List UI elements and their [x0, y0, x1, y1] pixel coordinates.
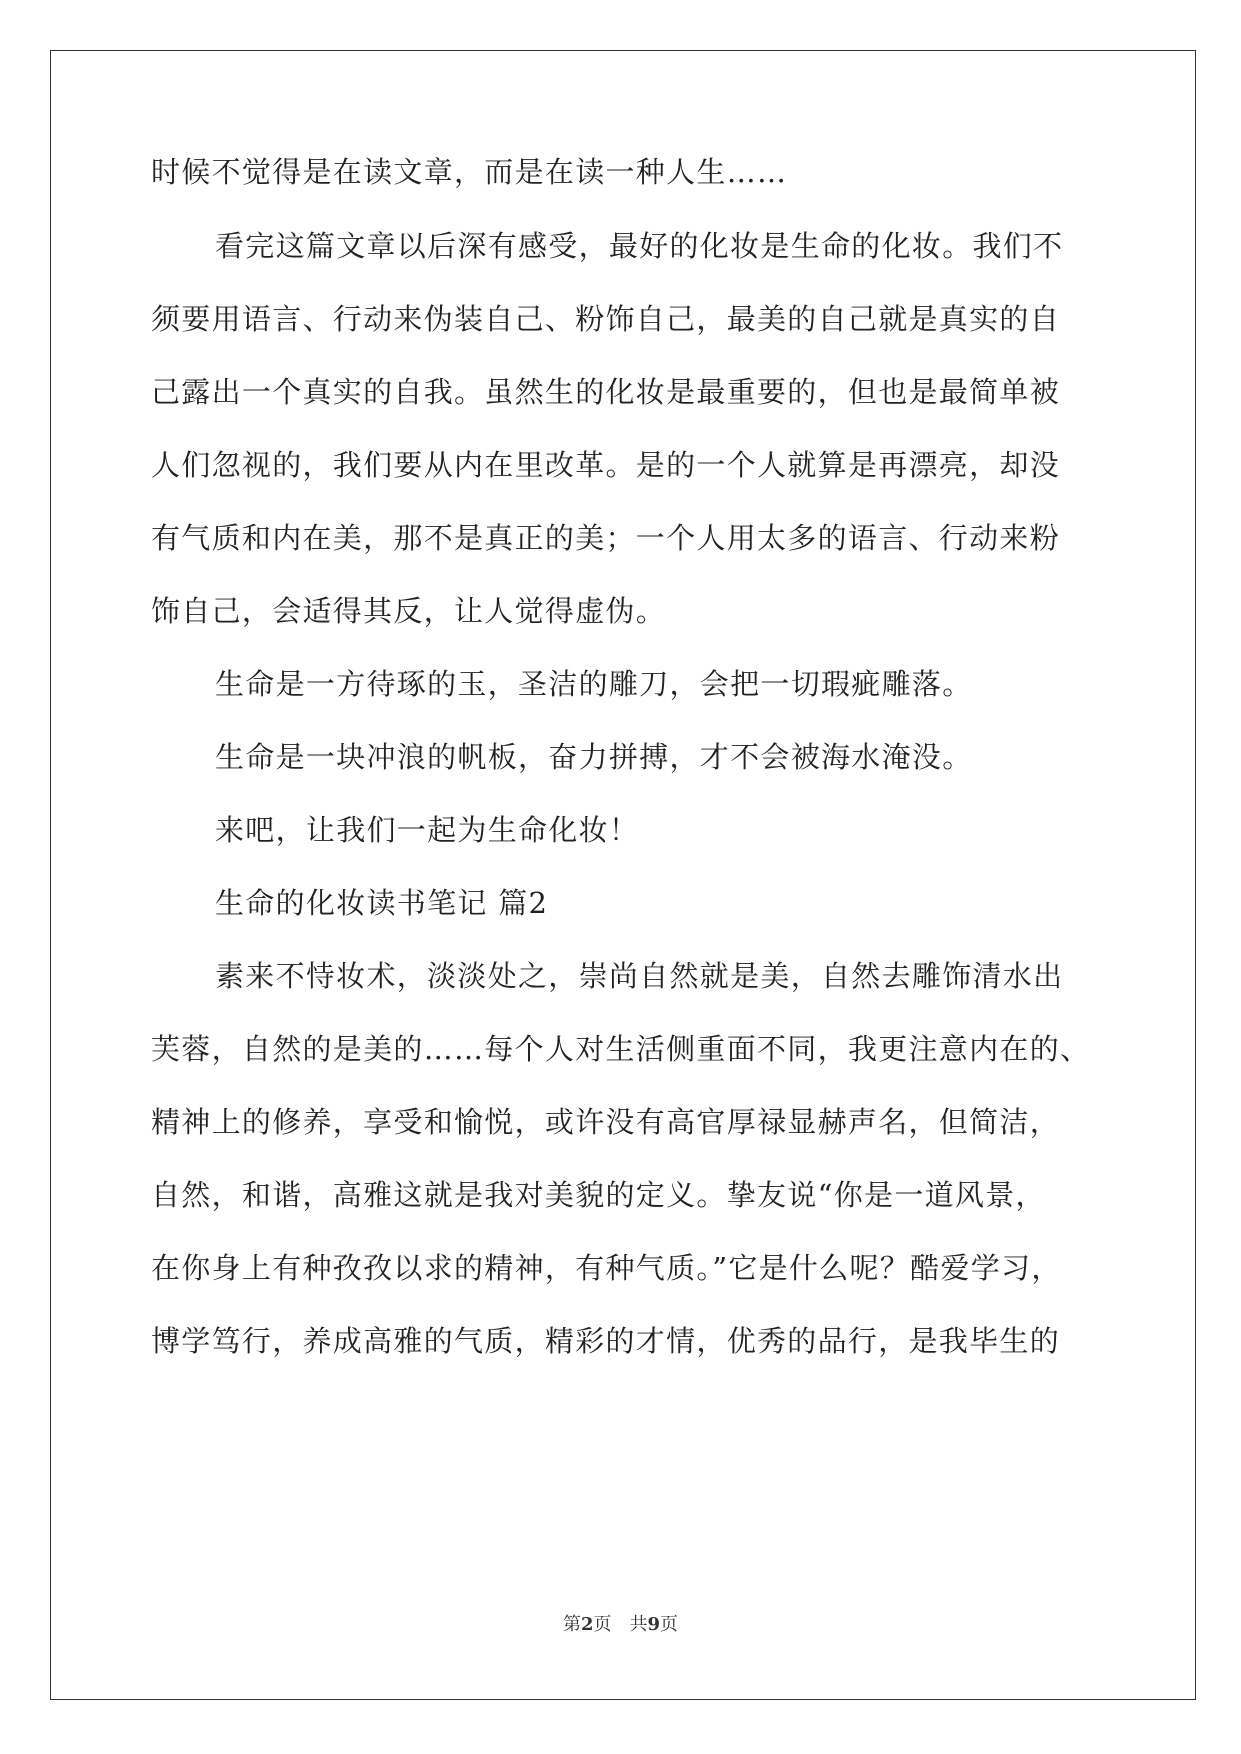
current-page-number: 2 [580, 1614, 594, 1635]
text-line-9: 生命是一块冲浪的帆板，奋力拼搏，才不会被海水淹没。 [215, 740, 973, 774]
page-footer [0, 1610, 1241, 1636]
text-line-17: 博学笃行，养成高雅的气质，精彩的才情，优秀的品行，是我毕生的 [151, 1324, 1061, 1358]
text-line-8: 生命是一方待琢的玉，圣洁的雕刀，会把一切瑕疵雕落。 [215, 667, 973, 701]
footer-prefix: 第 [562, 1614, 581, 1635]
text-line-16: 在你身上有种孜孜以求的精神，有种气质。”它是什么呢？酷爱学习， [151, 1251, 1062, 1285]
text-line-4: 己露出一个真实的自我。虽然生的化妆是最重要的，但也是最简单被 [151, 375, 1061, 409]
text-line-6: 有气质和内在美，那不是真正的美；一个人用太多的语言、行动来粉 [151, 521, 1061, 555]
text-line-13: 芙蓉，自然的是美的……每个人对生活侧重面不同，我更注意内在的、 [151, 1032, 1091, 1066]
text-line-5: 人们忽视的，我们要从内在里改革。是的一个人就算是再漂亮，却没 [151, 448, 1061, 482]
text-line-12: 素来不恃妆术，淡淡处之，崇尚自然就是美，自然去雕饰清水出 [215, 959, 1064, 993]
section-heading: 生命的化妆读书笔记 篇2 [215, 886, 549, 920]
text-line-7: 饰自己，会适得其反，让人觉得虚伪。 [151, 594, 667, 628]
text-line-1: 时候不觉得是在读文章，而是在读一种人生…… [151, 155, 788, 189]
text-line-14: 精神上的修养，享受和愉悦，或许没有高官厚禄显赫声名，但简洁， [151, 1105, 1061, 1139]
page-border [50, 50, 1196, 1700]
text-line-15: 自然，和谐，高雅这就是我对美貌的定义。挚友说“你是一道风景， [151, 1178, 1046, 1212]
footer-suffix: 页 [660, 1614, 679, 1635]
text-line-2: 看完这篇文章以后深有感受，最好的化妆是生命的化妆。我们不 [215, 229, 1064, 263]
footer-middle: 页 共 [593, 1614, 648, 1635]
text-line-3: 须要用语言、行动来伪装自己、粉饰自己，最美的自己就是真实的自 [151, 302, 1061, 336]
text-line-10: 来吧，让我们一起为生命化妆！ [215, 813, 640, 847]
total-page-number: 9 [647, 1614, 661, 1635]
